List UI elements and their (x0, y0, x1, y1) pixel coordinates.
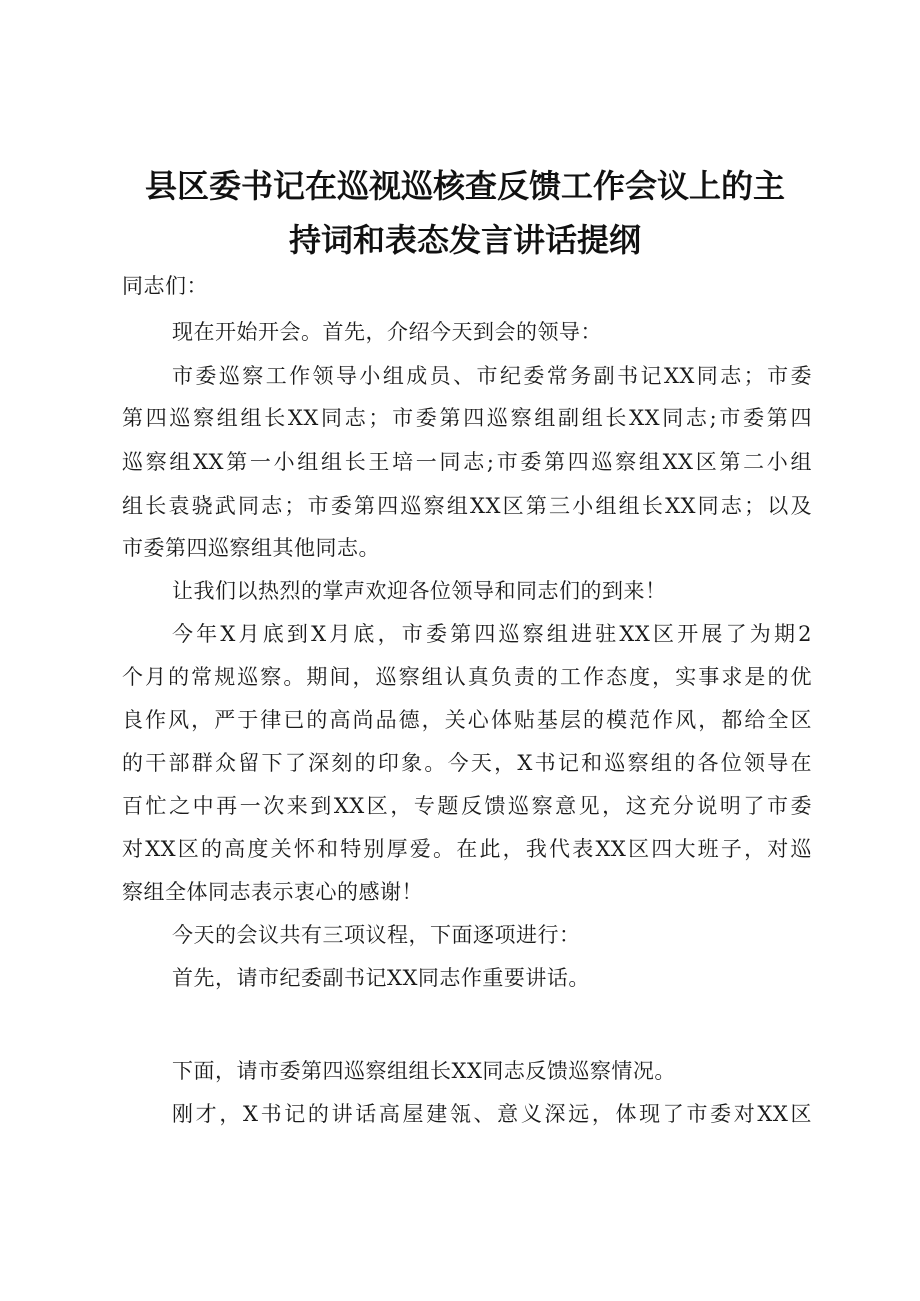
body-line: 让我们以热烈的掌声欢迎各位领导和同志们的到来！ (172, 579, 667, 603)
body-line: 首先，请市纪委副书记XX同志作重要讲话。 (172, 966, 590, 990)
body-line: 察组全体同志表示衷心的感谢！ (122, 880, 423, 904)
body-line: 刚才，X书记的讲话高屋建瓴、意义深远，体现了市委对XX区 (172, 1102, 812, 1126)
body-line: 今年X月底到X月底，市委第四巡察组进驻XX区开展了为期2 (172, 622, 812, 646)
body-line: 对XX区的高度关怀和特别厚爱。在此，我代表XX区四大班子，对巡 (122, 837, 812, 861)
body-line: 巡察组XX第一小组组长王培一同志;市委第四巡察组XX区第二小组 (122, 450, 812, 474)
body-line: 今天的会议共有三项议程，下面逐项进行： (172, 923, 581, 947)
salutation: 同志们： (122, 274, 208, 298)
document-title-line-1: 县区委书记在巡视巡核查反馈工作会议上的主 (144, 167, 785, 205)
body-line: 百忙之中再一次来到XX区，专题反馈巡察意见，这充分说明了市委 (122, 794, 812, 818)
body-line: 个月的常规巡察。期间，巡察组认真负责的工作态度，实事求是的优 (122, 665, 812, 689)
body-line: 的干部群众留下了深刻的印象。今天，X书记和巡察组的各位领导在 (122, 751, 812, 775)
document-title-line-2: 持词和表态发言讲话提纲 (288, 221, 641, 259)
body-line: 市委第四巡察组其他同志。 (122, 536, 380, 560)
body-line: 现在开始开会。首先，介绍今天到会的领导： (172, 320, 602, 344)
body-line: 良作风，严于律已的高尚品德，关心体贴基层的模范作风，都给全区 (122, 708, 812, 732)
body-line: 下面，请市委第四巡察组组长XX同志反馈巡察情况。 (172, 1059, 676, 1083)
body-line: 市委巡察工作领导小组成员、市纪委常务副书记XX同志；市委 (172, 364, 812, 388)
body-line: 组长袁骁武同志；市委第四巡察组XX区第三小组组长XX同志；以及 (122, 494, 812, 518)
body-line: 第四巡察组组长XX同志；市委第四巡察组副组长XX同志;市委第四 (122, 406, 812, 430)
